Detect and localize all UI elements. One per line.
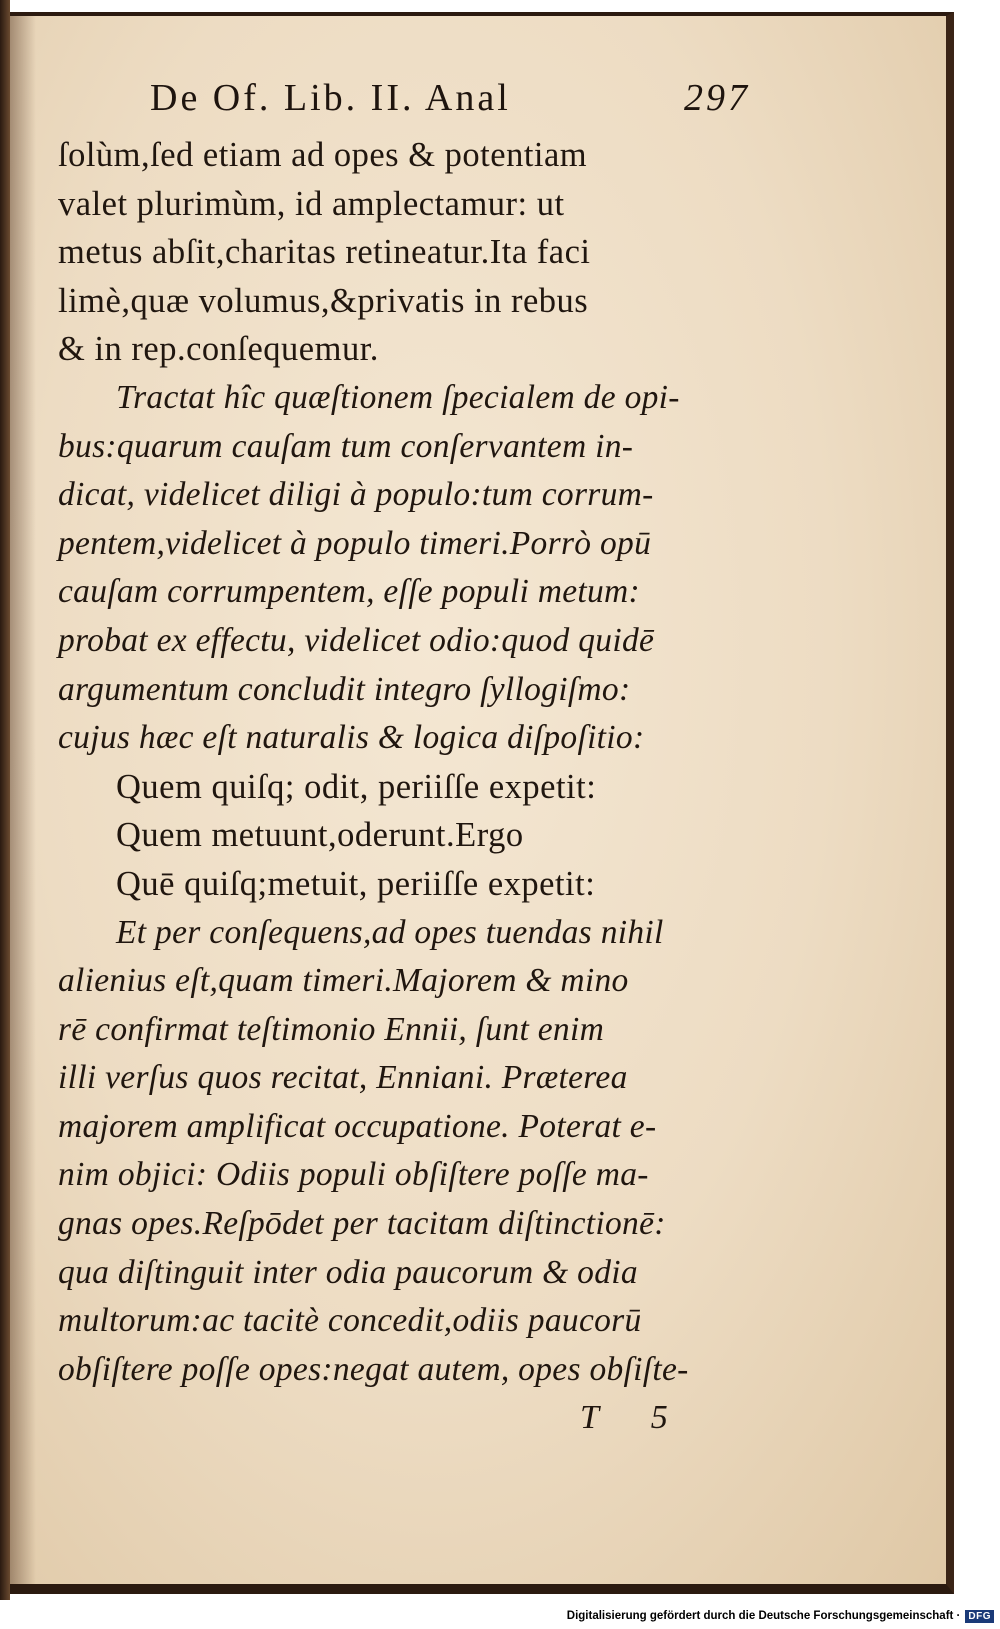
- text-line: argumentum concludit integro ſyllogiſmo:: [58, 670, 631, 708]
- digitization-credit: [567, 1605, 994, 1627]
- credit-text: Digitalisierung gefördert durch die Deutsche Forschungsgemeinschaft ·: [566, 1610, 961, 1622]
- running-title: De Of. Lib. II. Anal: [150, 77, 511, 119]
- scan-left-edge: [0, 0, 10, 1600]
- text-line: Quem quiſq; odit, periiſſe expetit:: [116, 767, 597, 806]
- text-line: alienius eſt,quam timeri.Majorem & mino: [58, 962, 629, 1000]
- text-line: Quē quiſq;metuit, periiſſe expetit:: [116, 864, 596, 903]
- text-line: illi verſus quos recitat, Enniani. Præterea: [58, 1059, 628, 1097]
- gutter-shadow: [10, 16, 36, 1584]
- signature-mark: T 5: [580, 1399, 690, 1436]
- text-body: [58, 131, 748, 1394]
- text-line: nim objici: Odiis populi obſiſtere poſſe ma-: [58, 1156, 649, 1194]
- text-line: Et per conſequens,ad opes tuendas nihil: [116, 913, 664, 951]
- text-line: multorum:ac tacitè concedit,odiis paucorū: [58, 1302, 642, 1340]
- text-line: metus abſit,charitas retineatur.Ita faci: [58, 233, 591, 272]
- text-line: rē confirmat teſtimonio Ennii, ſunt enim: [58, 1010, 605, 1048]
- text-line: limè,quæ volumus,&privatis in rebus: [58, 281, 589, 320]
- text-line: majorem amplificat occupatione. Poterat e-: [58, 1107, 657, 1145]
- dfg-logo: DFG: [965, 1610, 994, 1623]
- text-line: gnas opes.Reſpōdet per tacitam diſtinctionē:: [58, 1205, 666, 1243]
- text-line: ſolùm,ſed etiam ad opes & potentiam: [58, 136, 588, 174]
- text-line: & in rep.conſequemur.: [58, 330, 379, 369]
- text-line: probat ex effectu, videlicet odio:quod quidē: [58, 621, 655, 659]
- text-line: obſiſtere poſſe opes:negat autem, opes obſiſte-: [58, 1350, 689, 1388]
- text-line: Quem metuunt,oderunt.Ergo: [116, 816, 524, 855]
- page-header: [150, 76, 750, 126]
- text-line: dicat, videlicet diligi à populo:tum corrum-: [58, 476, 654, 514]
- text-line: bus:quarum cauſam tum conſervantem in-: [58, 427, 634, 465]
- text-line: valet plurimùm, id amplectamur: ut: [58, 184, 565, 223]
- text-line: pentem,videlicet à populo timeri.Porrò opū: [58, 524, 652, 562]
- text-line: Tractat hîc quæſtionem ſpecialem de opi-: [116, 378, 680, 416]
- book-page: [10, 12, 954, 1594]
- text-line: qua diſtinguit inter odia paucorum & odia: [58, 1253, 638, 1291]
- text-line: cujus hæc eſt naturalis & logica diſpoſitio:: [58, 719, 645, 757]
- page-number: 297: [684, 77, 750, 119]
- text-line: cauſam corrumpentem, eſſe populi metum:: [58, 573, 641, 611]
